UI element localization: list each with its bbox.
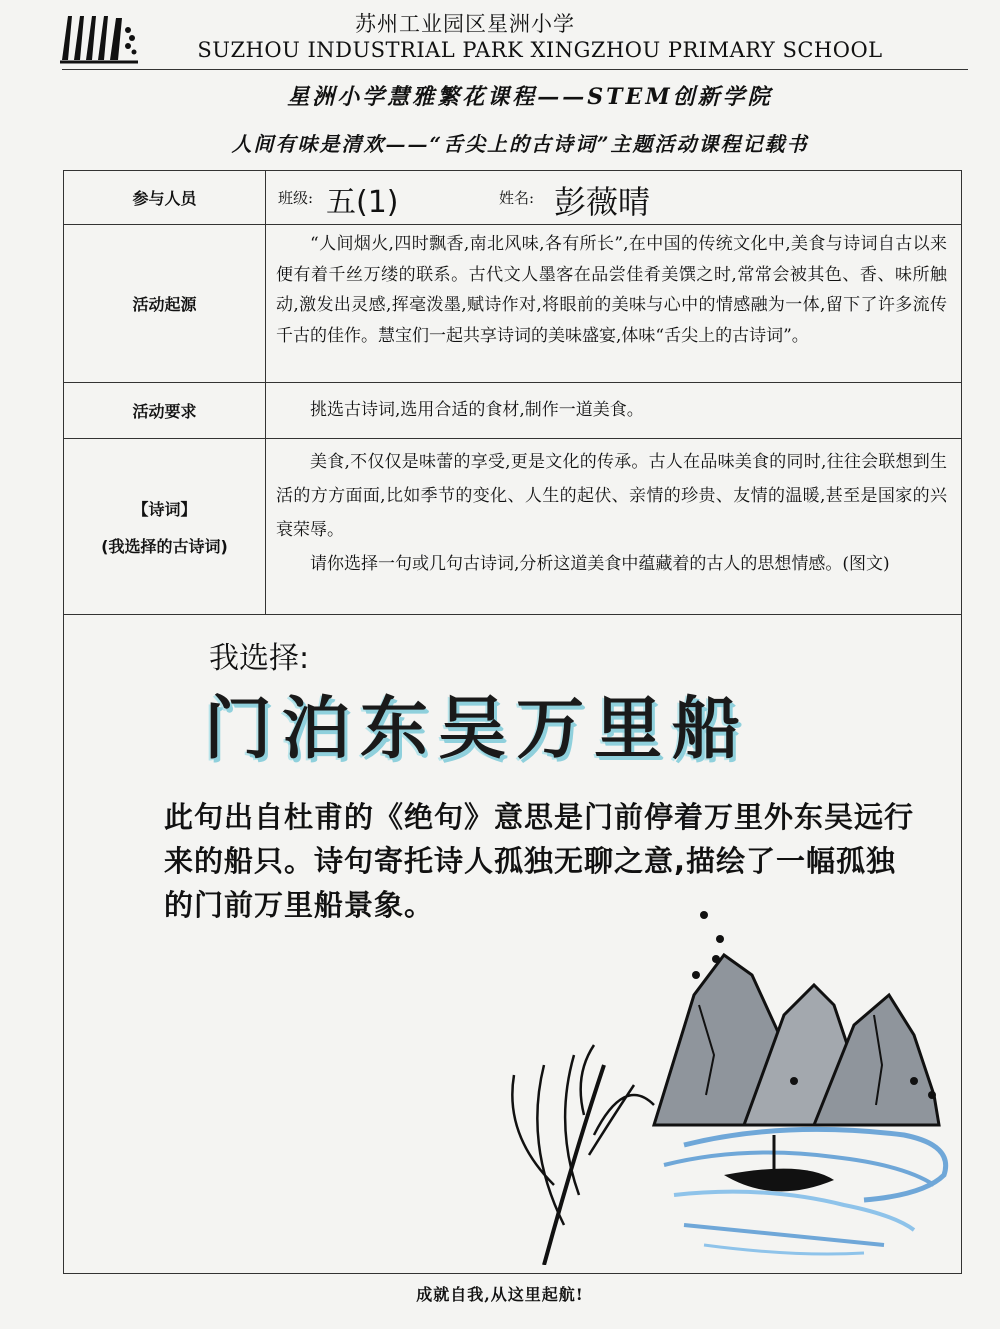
student-work-area (64, 615, 961, 1273)
participants-label: 参与人员 (64, 171, 266, 224)
origin-label: 活动起源 (64, 225, 266, 382)
school-logo-icon (58, 10, 140, 66)
landscape-illustration (484, 895, 964, 1265)
class-label: 班级: (278, 189, 314, 207)
record-form (63, 170, 962, 1274)
choose-label: 我选择: (209, 641, 310, 676)
poem-label-line1: 【诗词】 (132, 499, 197, 519)
origin-row (64, 225, 961, 383)
school-name-en: SUZHOU INDUSTRIAL PARK XINGZHOU PRIMARY SCHOOL (197, 38, 883, 62)
participants-row (64, 171, 961, 225)
poem-row (64, 439, 961, 615)
name-label: 姓名: (499, 189, 535, 207)
school-name-cn: 苏州工业园区星洲小学 (355, 12, 575, 36)
poem-instruction-2: 请你选择一句或几句古诗词,分析这道美食中蕴藏着的古人的思想情感。(图文) (310, 554, 890, 574)
footer-slogan: 成就自我,从这里起航! (416, 1285, 584, 1304)
requirement-text: 挑选古诗词,选用合适的食材,制作一道美食。 (310, 400, 644, 420)
requirement-row (64, 383, 961, 439)
poem-label-line2: (我选择的古诗词) (101, 536, 228, 556)
name-value[interactable]: 彭薇晴 (554, 183, 651, 221)
chosen-poem-line: 门泊东吴万里船 (204, 690, 751, 769)
requirement-label: 活动要求 (64, 383, 266, 438)
course-title: 星洲小学慧雅繁花课程——STEM创新学院 (287, 84, 773, 110)
poem-instruction-1: 美食,不仅仅是味蕾的享受,更是文化的传承。古人在品味美食的同时,往往会联想到生活的方方面面,比如季节的变化、人生的起伏、亲情的珍贵、友情的温暖,甚至是国家的兴衰荣辱。 (276, 452, 947, 540)
poem-explanation: 此句出自杜甫的《绝句》意思是门前停着万里外东吴远行来的船只。诗句寄托诗人孤独无聊之意,描绘了一幅孤独的门前万里船景象。 (164, 800, 915, 922)
origin-text: “人间烟火,四时飘香,南北风味,各有所长”,在中国的传统文化中,美食与诗词自古以来便有着千丝万缕的联系。古代文人墨客在品尝佳肴美馔之时,常常会被其色、香、味所触动,激发出灵感,挥毫泼墨,赋诗作对,将眼前的美味与心中的情感融为一体,留下了许多流传千古的佳作。慧宝们一起共享诗词的美味盛宴,体味“舌尖上的古诗词”。 (276, 234, 947, 346)
header-divider (62, 69, 968, 70)
class-value[interactable]: 五(1) (326, 185, 399, 220)
theme-title: 人间有味是清欢——“舌尖上的古诗词”主题活动课程记载书 (231, 132, 809, 156)
poem-label (64, 439, 266, 614)
